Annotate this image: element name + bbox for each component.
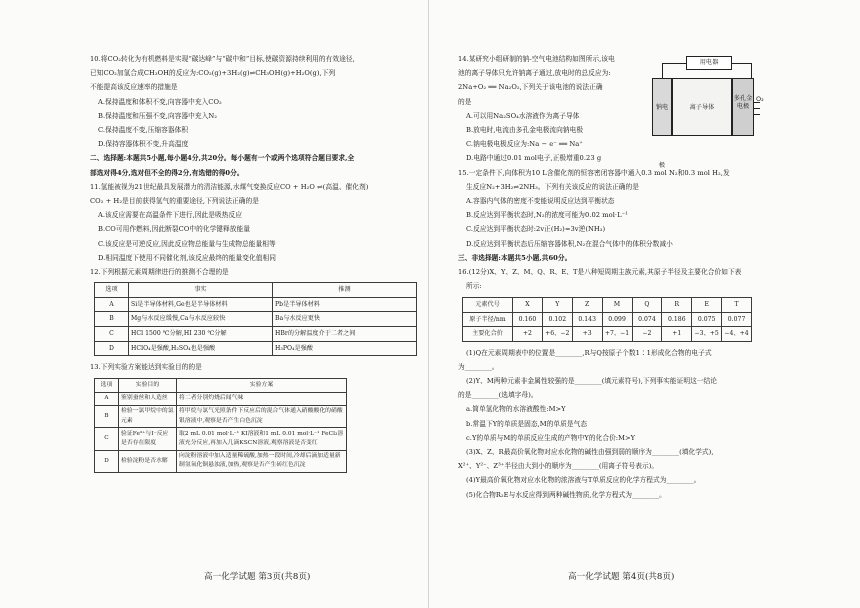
table-header-cell: 选项 [95, 379, 119, 392]
q13-title: 13.下列实验方案能达到实验目的的是 [90, 363, 202, 372]
sodium-electrode: 钠电极 [652, 78, 672, 136]
table-cell: −4、+4 [722, 327, 752, 341]
q15-option-b: B.反应达到平衡状态时,N₂的浓度可能为0.02 mol·L⁻¹ [466, 211, 628, 220]
table-cell: 0.077 [722, 312, 752, 326]
table-header-cell: R [662, 298, 692, 312]
table-header-cell: Q [632, 298, 662, 312]
q15-option-a: A.容器内气体的密度不变能说明反应达到平衡状态 [466, 197, 615, 206]
table-header-cell: M [602, 298, 632, 312]
q11-option-c: C.该反应是可逆反应,因此反应物总能量与生成物总能量相等 [98, 239, 276, 248]
table-cell: 0.075 [692, 312, 722, 326]
table-cell: 检验一氯甲烷中的氯元素 [119, 405, 177, 427]
table-cell: 取2 mL 0.01 mol·L⁻¹ KI溶液和1 mL 0.01 mol·L⁻¹ FeCl₃溶液充分反应,再加入几滴KSCN溶液,观察溶液是否变红 [177, 428, 347, 450]
q16-part2-option-b: b.常温下Y的单质是固态,M的单质是气态 [466, 419, 588, 428]
table-row [95, 327, 417, 342]
table-header-cell: T [722, 298, 752, 312]
wire [751, 63, 752, 78]
ion-conductor: 离子导体 [672, 78, 732, 136]
table-header-cell: 实验目的 [119, 379, 177, 392]
q16-line-1: 16.(12分)X、Y、Z、M、Q、R、E、T是八种短周期主族元素,其原子半径及主要化合价如下表 [458, 268, 742, 277]
table-row [95, 450, 347, 472]
q13-table [94, 378, 347, 473]
table-row [95, 341, 417, 356]
table-row [95, 312, 417, 327]
q10-line-1: 10.将CO₂转化为有机燃料是实现“碳达峰”与“碳中和”目标,使碳资源持续利用的有效途径, [90, 55, 355, 63]
q14-line-2: 池的离子导体只允许钠离子通过,放电时的总反应为: [458, 69, 611, 78]
left-page [90, 52, 416, 473]
table-cell: D [95, 341, 129, 356]
wire [662, 63, 663, 78]
table-cell: C [95, 327, 129, 342]
table-cell: +7、−1 [602, 327, 632, 341]
q10-option-c: C.保持温度不变,压缩容器体积 [98, 126, 189, 135]
q16-part3-line-2: X²⁺、Y²⁻、Z³⁺半径由大到小的顺序为________(用离子符号表示)。 [458, 462, 659, 471]
table-cell: −2 [632, 327, 662, 341]
sodium-air-battery-diagram [652, 56, 764, 169]
table-row [95, 428, 347, 450]
table-header-cell: Z [572, 298, 602, 312]
table-cell: 0.186 [662, 312, 692, 326]
table-cell: H₃PO₄是强酸 [273, 341, 417, 356]
table-cell: 主要化合价 [463, 327, 513, 341]
q15-line-2: 生反应N₂+3H₂⇌2NH₃。下列有关该反应的说法正确的是 [466, 182, 639, 191]
q12-table [94, 282, 417, 356]
table-cell: +1 [662, 327, 692, 341]
q14-line-4: 的是 [458, 97, 472, 106]
q16-part5: (5)化合物R₂E与水反应得到两种碱性物质,化学方程式为________。 [466, 490, 666, 499]
table-cell: C [95, 428, 119, 450]
q14-line-1: 14.某研究小组研制的钠-空气电池结构如图所示,该电 [458, 55, 615, 63]
table-header-cell: X [513, 298, 543, 312]
table-cell: 将二者分别灼烧后闻气味 [177, 392, 347, 405]
table-cell: 鉴别蚕丝和人造丝 [119, 392, 177, 405]
q15-option-c: C.反应达到平衡状态时:2v正(H₂)=3v逆(NH₃) [466, 225, 606, 234]
section2-heading-cont: 部选对得4分,选对但不全的得2分,有选错的得0分。 [90, 168, 244, 177]
q10-line-2: 已知CO₂加氢合成CH₃OH的反应为:CO₂(g)+3H₂(g)⇌CH₃OH(g)+H₂O(g),下列 [90, 69, 336, 78]
q10-line-3: 不能提高该反应速率的措施是 [90, 83, 178, 92]
q14-option-a: A.可以用Na₂SO₄水溶液作为离子导体 [466, 111, 580, 120]
table-cell: 0.102 [542, 312, 572, 326]
q16-part3-line-1: (3)X、Z、R最高价氧化物对应水化物的碱性由强到弱的顺序为________(填化学式), [466, 448, 714, 457]
q15-option-d: D.反应达到平衡状态后压缩容器体积,N₂在混合气体中的体积分数减小 [466, 239, 673, 248]
table-cell: −3、+5 [692, 327, 722, 341]
q16-part2-option-c: c.Y的单质与M的单质反应生成的产物中Y的化合价:M>Y [466, 433, 636, 442]
table-header-cell: 事实 [129, 283, 273, 298]
table-cell: Ba与水反应更快 [273, 312, 417, 327]
q16-part1-line-2: 为________。 [458, 362, 499, 371]
q16-part2-line-1: (2)Y、M两种元素非金属性较强的是________(填元素符号),下列事实能证明这一结论 [466, 377, 718, 386]
q11-option-d: D.相同温度下使用不同催化剂,该反应最终的能量变化值相同 [98, 253, 276, 262]
table-header-cell: 选项 [95, 283, 129, 298]
wire [732, 63, 752, 64]
q12-title: 12.下列根据元素周期律进行的推测不合理的是 [90, 268, 229, 277]
table-header-cell: Y [542, 298, 572, 312]
table-cell: Pb是半导体材料 [273, 297, 417, 312]
table-cell: +3 [572, 327, 602, 341]
porous-gold-electrode: 多孔金电极 [732, 78, 754, 136]
table-cell: +6、−2 [542, 327, 572, 341]
table-cell: 0.143 [572, 312, 602, 326]
q16-part4: (4)Y最高价氧化物对应水化物的浓溶液与T单质反应的化学方程式为________。 [466, 476, 701, 485]
oxygen-label: O₂ [756, 95, 764, 103]
oxygen-arrow-line [754, 108, 760, 109]
page-footer-right: 高一化学试题 第4页(共8页) [568, 572, 675, 582]
oxygen-arrow-line [754, 114, 760, 115]
table-header-cell: 元素代号 [463, 298, 513, 312]
table-row [463, 312, 752, 326]
q14-option-b: B.放电时,电流由多孔金电极流向钠电极 [466, 126, 584, 135]
table-cell: A [95, 297, 129, 312]
table-cell: 验证Fe³⁺与I⁻反应是否存在限度 [119, 428, 177, 450]
q14-line-3: 2Na+O₂ ══ Na₂O₂,下列关于该电池的说法正确 [458, 83, 603, 92]
table-cell: HBr的分解温度介于二者之间 [273, 327, 417, 342]
wire [662, 63, 686, 64]
q16-part2-option-a: a.简单氢化物的水溶液酸性:M>Y [466, 405, 566, 414]
q10-option-d: D.保持容器体积不变,升高温度 [98, 140, 189, 149]
table-cell: B [95, 405, 119, 427]
table-cell: Mg与水反应缓慢,Ca与水反应较快 [129, 312, 273, 327]
q11-option-b: B.CO可用作燃料,因此断裂CO中的化学键释放能量 [98, 225, 250, 234]
q16-part1-line-1: (1)Q在元素周期表中的位置是________,R与Q按原子个数1∶1形成化合物的电子式 [466, 348, 712, 357]
table-cell: 0.160 [513, 312, 543, 326]
q15-line-1: 15.一定条件下,向体积为10 L含催化剂的恒容密闭容器中通入0.3 mol N₂和0.3 mol H₂,发 [458, 168, 730, 177]
table-cell: HCl 1500 ℃分解,HI 230 ℃分解 [129, 327, 273, 342]
q11-line-1: 11.氢能被视为21世纪最具发展潜力的清洁能源,水煤气变换反应CO + H₂O ⇌(高温、催化剂) [90, 182, 369, 191]
table-cell: D [95, 450, 119, 472]
table-header-row [95, 283, 417, 298]
page-fold-divider [428, 0, 429, 608]
table-cell: 向淀粉溶液中加入适量稀硫酸,加热一段时间,冷却后滴加适量新制氢氧化铜悬浊液,加热,观察是否产生砖红色沉淀 [177, 450, 347, 472]
q16-part2-line-2: 的是________(选填字母)。 [458, 391, 538, 400]
table-cell: 0.099 [602, 312, 632, 326]
q11-line-2: CO₂ + H₂是目前获得氢气的重要途径,下列说法正确的是 [90, 197, 259, 206]
table-cell: 原子半径/nm [463, 312, 513, 326]
q10-option-a: A.保持温度和体积不变,向容器中充入CO₂ [98, 97, 222, 106]
section3-heading: 三、非选择题:本题共5小题,共60分。 [458, 253, 572, 262]
table-cell: 将甲烷与氯气光照条件下反应后的混合气体通入硝酸酸化的硝酸银溶液中,观察是否产生白色沉淀 [177, 405, 347, 427]
table-cell: HClO₄是强酸,H₂SO₄也是强酸 [129, 341, 273, 356]
table-cell: B [95, 312, 129, 327]
q10-option-b: B.保持温度和压强不变,向容器中充入N₂ [98, 111, 218, 120]
q14-option-c: C.钠电极电极反应为:Na − e⁻ ══ Na⁺ [466, 140, 583, 149]
q14-option-d: D.电路中通过0.01 mol电子,正极增重0.23 g [466, 154, 602, 163]
table-header-row [463, 298, 752, 312]
q11-option-a: A.该反应需要在高温条件下进行,因此是吸热反应 [98, 211, 242, 220]
table-cell: A [95, 392, 119, 405]
table-row [95, 297, 417, 312]
table-header-row [95, 379, 347, 392]
section2-heading: 二、选择题:本题共5小题,每小题4分,共20分。每小题有一个或两个选项符合题目要求,全 [90, 154, 355, 163]
table-header-cell: 实验方案 [177, 379, 347, 392]
table-row [95, 392, 347, 405]
table-cell: 0.074 [632, 312, 662, 326]
table-row [463, 327, 752, 341]
table-cell: Si是半导体材料,Ge也是半导体材料 [129, 297, 273, 312]
table-header-cell: E [692, 298, 722, 312]
table-row [95, 405, 347, 427]
q16-line-2: 所示: [466, 282, 482, 291]
appliance-box: 用电器 [686, 56, 732, 70]
table-cell: +2 [513, 327, 543, 341]
table-cell: 检验淀粉是否水解 [119, 450, 177, 472]
page-footer-left: 高一化学试题 第3页(共8页) [204, 572, 311, 582]
q16-table [462, 297, 752, 341]
table-header-cell: 推测 [273, 283, 417, 298]
